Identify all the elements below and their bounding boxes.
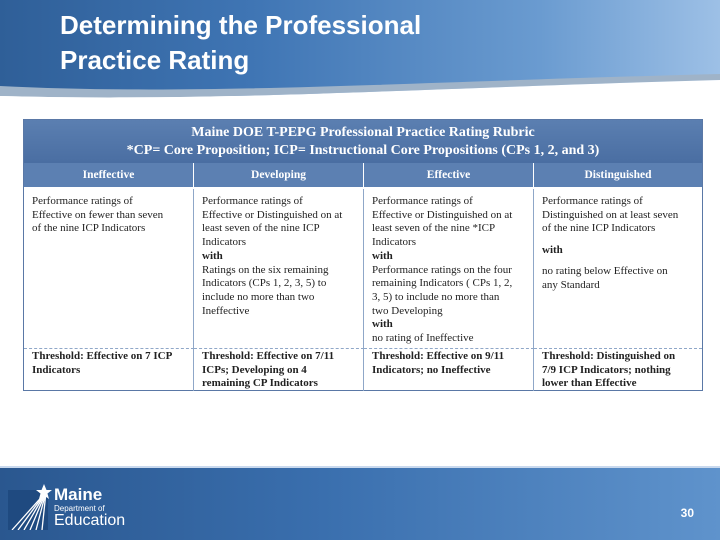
slide-title-line1: Determining the Professional bbox=[60, 10, 422, 40]
cell-text: least seven of the nine *ICP bbox=[372, 222, 496, 235]
cell-text: Indicators bbox=[202, 236, 246, 249]
threshold-ineffective bbox=[24, 348, 194, 391]
cell-text: Performance ratings of bbox=[542, 195, 643, 207]
logo-text-maine: Maine bbox=[54, 485, 103, 504]
column-header-developing: Developing bbox=[194, 163, 364, 187]
rubric-table bbox=[23, 119, 703, 391]
maine-doe-logo bbox=[8, 484, 158, 532]
cell-text: Ineffective bbox=[202, 304, 250, 317]
threshold-text: remaining CP Indicators bbox=[202, 377, 318, 390]
page-number: 30 bbox=[680, 506, 694, 520]
cell-text: of the nine ICP Indicators bbox=[32, 222, 146, 235]
column-header-distinguished: Distinguished bbox=[534, 163, 702, 187]
cell-text: 3, 5) to include no more than bbox=[372, 290, 500, 303]
threshold-text: Threshold: Effective on 9/11 bbox=[372, 350, 505, 362]
cell-text: Effective on fewer than seven bbox=[32, 208, 164, 221]
cell-text: any Standard bbox=[542, 278, 600, 291]
threshold-distinguished bbox=[534, 348, 702, 391]
cell-text: Distinguished on at least seven bbox=[542, 208, 679, 221]
threshold-text: Indicators bbox=[32, 363, 81, 376]
with-keyword: with bbox=[372, 249, 393, 262]
cell-text: Indicators bbox=[372, 236, 416, 249]
cell-text: of the nine ICP Indicators bbox=[542, 222, 656, 235]
logo-text-department: Department of bbox=[54, 504, 105, 513]
threshold-text: Indicators; no Ineffective bbox=[372, 363, 491, 376]
star-rays-icon bbox=[8, 484, 52, 530]
rubric-title: Maine DOE T-PEPG Professional Practice Rating Rubric bbox=[191, 125, 535, 140]
logo-text-education: Education bbox=[54, 512, 126, 529]
cell-text: Effective or Distinguished on at bbox=[372, 208, 513, 221]
rubric-subtitle: *CP= Core Proposition; ICP= Instructional Core Propositions (CPs 1, 2, and 3) bbox=[126, 143, 600, 158]
cell-ineffective bbox=[24, 189, 194, 348]
threshold-text: Threshold: Distinguished on bbox=[542, 350, 676, 362]
cell-text: Indicators (CPs 1, 2, 3, 5) to bbox=[202, 277, 327, 290]
cell-text: no rating below Effective on bbox=[542, 264, 668, 277]
cell-distinguished bbox=[534, 189, 702, 348]
threshold-text: lower than Effective bbox=[542, 377, 637, 390]
slide-title-line2: Practice Rating bbox=[60, 45, 250, 75]
with-keyword: with bbox=[542, 244, 563, 257]
threshold-text: ICPs; Developing on 4 bbox=[202, 363, 307, 376]
cell-developing bbox=[194, 189, 364, 348]
cell-text: Performance ratings of bbox=[202, 195, 303, 207]
cell-text: Ratings on the six remaining bbox=[202, 263, 329, 276]
with-keyword: with bbox=[202, 249, 223, 262]
cell-text: include no more than two bbox=[202, 290, 315, 303]
cell-text: Performance ratings on the four bbox=[372, 263, 512, 276]
threshold-text: Threshold: Effective on 7/11 bbox=[202, 350, 335, 362]
title-swoosh bbox=[0, 74, 720, 114]
cell-text: remaining Indicators ( CPs 1, 2, bbox=[372, 277, 513, 290]
cell-text: Effective or Distinguished on at bbox=[202, 208, 343, 221]
threshold-developing bbox=[194, 348, 364, 391]
cell-text: no rating of Ineffective bbox=[372, 332, 474, 345]
threshold-text: 7/9 ICP Indicators; nothing bbox=[542, 363, 671, 376]
slide-title bbox=[60, 8, 580, 78]
cell-effective bbox=[364, 189, 534, 348]
rubric-header bbox=[24, 120, 702, 163]
with-keyword: with bbox=[372, 318, 393, 331]
cell-text: Performance ratings of bbox=[32, 195, 133, 207]
threshold-text: Threshold: Effective on 7 ICP bbox=[32, 350, 173, 362]
cell-text: least seven of the nine ICP bbox=[202, 222, 320, 235]
threshold-effective bbox=[364, 348, 534, 391]
column-header-ineffective: Ineffective bbox=[24, 163, 194, 187]
cell-text: Performance ratings of bbox=[372, 195, 473, 207]
column-header-effective: Effective bbox=[364, 163, 534, 187]
cell-text: two Developing bbox=[372, 304, 443, 317]
